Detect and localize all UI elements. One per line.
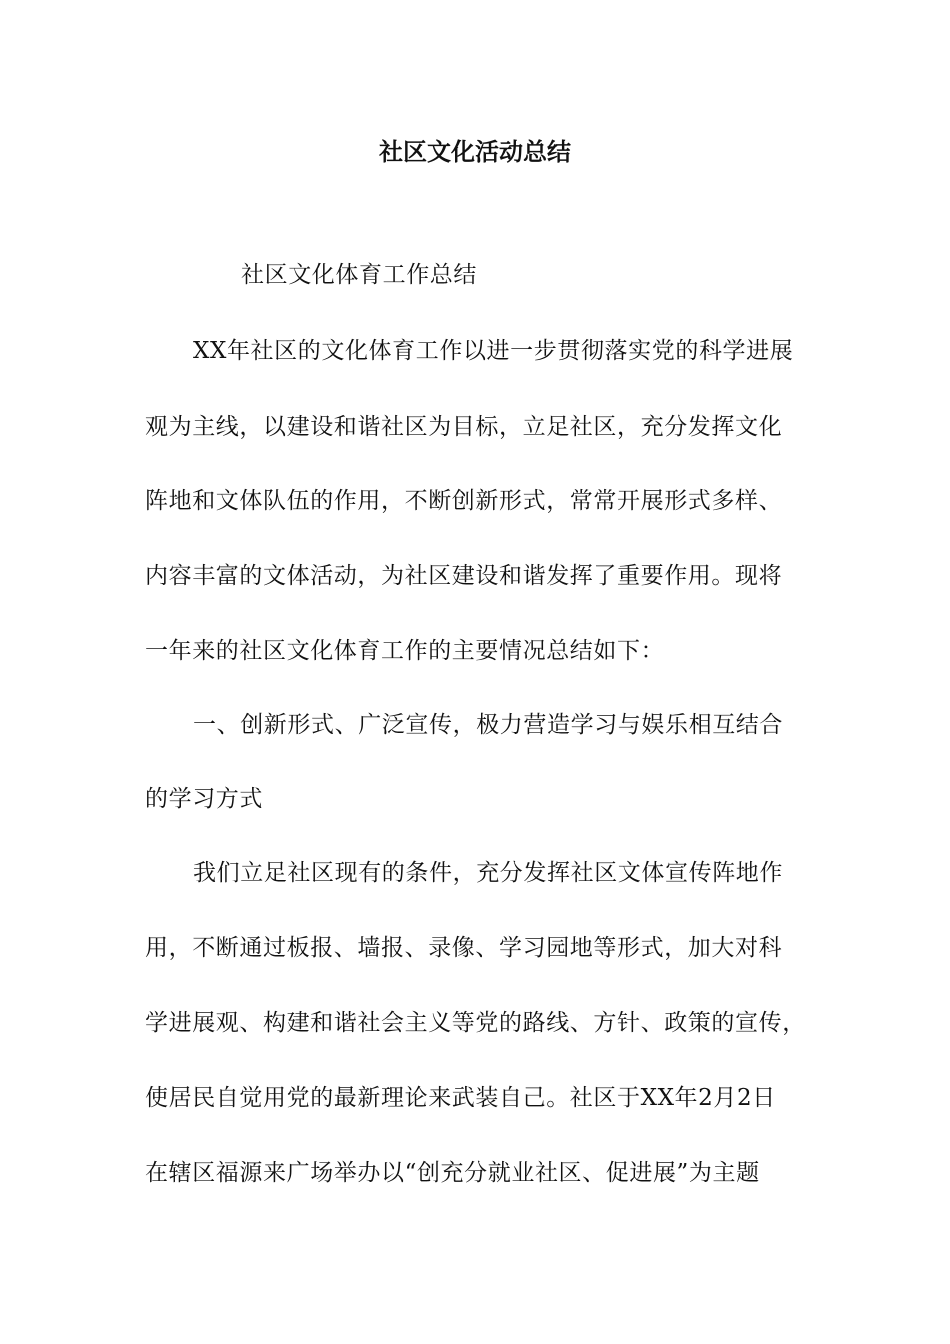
section-heading-line: 的学习方式: [145, 786, 263, 812]
paragraph-line: 在辖区福源来广场举办以“创充分就业社区、促进展”为主题: [145, 1160, 760, 1186]
paragraph-line: 阵地和文体队伍的作用，不断创新形式，常常开展形式多样、: [145, 488, 783, 514]
paragraph-line: 学进展观、构建和谐社会主义等党的路线、方针、政策的宣传，: [145, 1010, 806, 1036]
subtitle-line: 社区文化体育工作总结: [241, 262, 477, 288]
paragraph-line: 我们立足社区现有的条件，充分发挥社区文体宣传阵地作: [193, 860, 783, 886]
paragraph-line: 使居民自觉用党的最新理论来武装自己。社区于XX年2月2日: [145, 1085, 776, 1111]
paragraph-line: 用，不断通过板报、墙报、录像、学习园地等形式，加大对科: [145, 935, 783, 961]
paragraph-line: 内容丰富的文体活动，为社区建设和谐发挥了重要作用。现将: [145, 563, 783, 589]
paragraph-line: 一年来的社区文化体育工作的主要情况总结如下：: [145, 638, 665, 664]
paragraph-line: XX年社区的文化体育工作以进一步贯彻落实党的科学进展: [193, 338, 794, 364]
document-title: 社区文化活动总结: [379, 137, 571, 166]
section-heading-line: 一、创新形式、广泛宣传，极力营造学习与娱乐相互结合: [193, 712, 783, 738]
paragraph-line: 观为主线，以建设和谐社区为目标，立足社区，充分发挥文化: [145, 414, 783, 440]
